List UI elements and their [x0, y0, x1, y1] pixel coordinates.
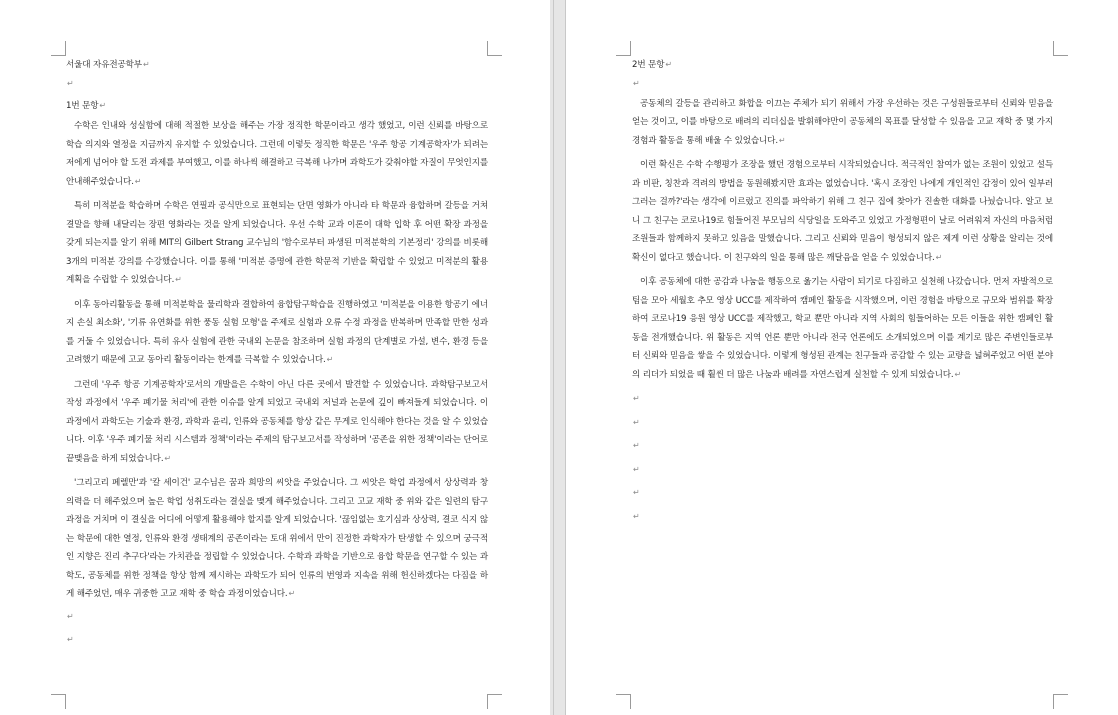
page-corner-mark: [616, 41, 631, 56]
paragraph[interactable]: 이런 확신은 수학 수행평가 조장을 했던 경험으로부터 시작되었습니다. 적극적인 참여가 없는 조원이 있었고 설득과 비판, 칭찬과 격려의 방법을 동원해봤지만 효과는 없었습니다. '혹시 조장인 나에게 개인적인 감정이 있어 일부러 그러는 걸까?'라는 생각에 이르렀고 진의를 파악하기 위해 그 친구 집에 찾아가 진솔한 대화를 나눴습니다. 알고 보니 그 친구는 코로나19로 힘들어진 부모님의 식당일을 도와주고 있었고 가정형편이 날로 어려워져 자신의 마음처럼 조원들과 함께하지 못하고 있음을 말했습니다. 그리고 신뢰와 믿음이 형성되지 않은 제게 이런 상황을 알리는 것에 확신이 없다고 했습니다. 이 친구와의 일을 통해 많은 깨달음을 얻을 수 있었습니다.↵: [632, 160, 1053, 263]
document-page-right[interactable]: [566, 0, 1118, 715]
empty-paragraph[interactable]: ↵: [67, 611, 74, 621]
paragraph[interactable]: 수학은 인내와 성실함에 대해 적절한 보상을 해주는 가장 정직한 학문이라고 생각 했었고, 이런 신뢰를 바탕으로 학습 의지와 열정을 지금까지 유지할 수 있었습니다. 그런데 이렇듯 정직한 학문은 '우주 항공 기계공학자'가 되려는 저에게 넘어야 할 도전 과제를 부여했고, 이를 하나씩 해결하고 극복해 나가며 과학도가 갖춰야할 자질이 무엇인지를 안내해주었습니다.↵: [66, 121, 488, 187]
paragraph[interactable]: 이후 동아리활동을 통해 미적분학을 물리학과 결합하여 융합탐구학습을 진행하였고 '미적분을 이용한 항공기 에너지 손실 최소화', '기류 유연화를 위한 풍동 실험 모형'을 주제로 실험과 오류 수정 과정을 반복하며 만족할 만한 성과를 거둘 수 있었습니다. 특히 유사 실험에 관한 국내외 논문을 참조하며 실험 과정의 단계별로 가설, 변수, 환경 등을 고려했기 때문에 고교 동아리 활동이라는 한계를 극복할 수 있었습니다.↵: [66, 299, 488, 365]
page-corner-mark: [51, 694, 66, 709]
page-edge-line: [553, 0, 554, 715]
document-header[interactable]: 서울대 자유전공학부↵: [66, 60, 150, 70]
empty-paragraph[interactable]: ↵: [633, 511, 640, 521]
empty-paragraph[interactable]: ↵: [633, 488, 640, 497]
empty-paragraph[interactable]: ↵: [633, 78, 640, 88]
page-corner-mark: [616, 694, 631, 709]
paragraph[interactable]: 이후 공동체에 대한 공감과 나눔을 행동으로 옮기는 사람이 되기로 다짐하고 실천해 나갔습니다. 먼저 자발적으로 팀을 모아 세월호 추모 영상 UCC를 제작하여 캠페인 활동을 시작했으며, 이런 경험을 바탕으로 규모와 범위를 확장하여 코로나19 응원 영상 UCC를 제작했고, 학교 뿐만 아니라 지역 사회의 힘들어하는 모든 이들을 위한 캠페인 활동을 전개했습니다. 위 활동은 지역 언론 뿐만 아니라 전국 언론에도 소개되었으며 이를 계기로 많은 주변인들로부터 신뢰와 믿음을 쌓을 수 있었습니다. 이렇게 형성된 관계는 친구들과 공감할 수 있는 교량을 넓혀주었고 어떤 분야의 리더가 되었을 때 훨씬 더 많은 나눔과 배려를 자연스럽게 실천할 수 있게 되었습니다.↵: [632, 277, 1053, 380]
empty-paragraph[interactable]: ↵: [67, 635, 74, 644]
empty-paragraph[interactable]: ↵: [633, 417, 640, 427]
page-corner-mark: [487, 694, 502, 709]
page-corner-mark: [1053, 41, 1068, 56]
paragraph[interactable]: 특히 미적분을 학습하며 수학은 연필과 공식만으로 표현되는 단면 영화가 아니라 타 학문과 융합하며 갈등을 거쳐 결말을 향해 내달리는 장편 영화라는 것을 알게 되었습니다. 우선 수학 교과 이론이 대학 입학 후 어떤 확장 과정을 갖게 되는지를 알기 위해 MIT의 Gilbert Strang 교수님의 '함수로부터 파생된 미적분학의 기본정리' 강의를 비롯해 3개의 미적분 강의를 수강했습니다. 이를 통해 '미적분 증명에 관한 학문적 기반을 확립할 수 있었고 미적분의 활용 계획을 수립할 수 있었습니다.↵: [66, 201, 488, 285]
paragraph[interactable]: 공동체의 갈등을 관리하고 화합을 이끄는 주체가 되기 위해서 가장 우선하는 것은 구성원들로부터 신뢰와 믿음을 얻는 것이고, 이를 바탕으로 배려의 리더십을 발휘해야만이 공동체의 목표를 달성할 수 있음을 고교 재학 중 몇 가지 경험과 활동을 통해 배울 수 있었습니다.↵: [632, 98, 1053, 146]
question-heading-2[interactable]: 2번 문항↵: [632, 60, 672, 70]
empty-paragraph[interactable]: ↵: [633, 464, 640, 474]
page-corner-mark: [487, 41, 502, 56]
empty-paragraph[interactable]: ↵: [633, 394, 640, 403]
paragraph[interactable]: 그런데 '우주 항공 기계공학자'로서의 개발을은 수학이 아닌 다른 곳에서 발견할 수 있었습니다. 과학탐구보고서 작성 과정에서 '우주 폐기물 처리'에 관한 이슈를 알게 되었고 국내외 저널과 논문에 깊이 빠져들게 되었습니다. 이 과정에서 과학도는 기술과 환경, 과학과 윤리, 인류와 공동체를 항상 같은 무게로 인식해야 한다는 것을 알 수 있었습니다. 이후 '우주 폐기물 처리 시스템과 정책'이라는 주제의 탐구보고서를 작성하며 '공존을 위한 정책'이라는 단어로 끝맺음을 하게 되었습니다.↵: [66, 379, 488, 464]
empty-paragraph[interactable]: ↵: [67, 78, 74, 88]
page-body[interactable]: [66, 56, 488, 655]
page-corner-mark: [51, 41, 66, 56]
page-body[interactable]: [632, 56, 1053, 531]
document-page-left[interactable]: [0, 0, 550, 715]
question-heading-1[interactable]: 1번 문항↵: [66, 100, 106, 111]
empty-paragraph[interactable]: ↵: [633, 441, 640, 450]
page-corner-mark: [1053, 694, 1068, 709]
paragraph[interactable]: '그리고리 페렐만'과 '칼 세이건' 교수님은 꿈과 희망의 씨앗을 주었습니다. 그 씨앗은 학업 과정에서 상상력과 창의력을 더 해주었으며 높은 학업 성취도라는 결실을 맺게 해주었습니다. 그리고 고교 재학 중 위와 같은 일련의 탐구 과정을 거치며 이 결실을 어디에 어떻게 활용해야 할지를 알게 되었습니다. '끊임없는 호기심과 상상력, 결코 식지 않는 학문에 대한 열정, 인류와 환경 생태계의 공존이라는 토대 위에서 만이 진정한 과학자가 탄생할 수 있으며 궁극적인 지향은 진리 추구다'라는 가치관을 정립할 수 있었습니다. 수학과 과학을 기반으로 융합 학문을 연구할 수 있는 과학도, 공동체를 위한 정책을 항상 함께 제시하는 과학도가 되어 인류의 번영과 지속을 위해 헌신하겠다는 다짐을 하게 해주었던, 매우 귀중한 고교 재학 중 학습 과정이었습니다.↵: [66, 478, 488, 599]
